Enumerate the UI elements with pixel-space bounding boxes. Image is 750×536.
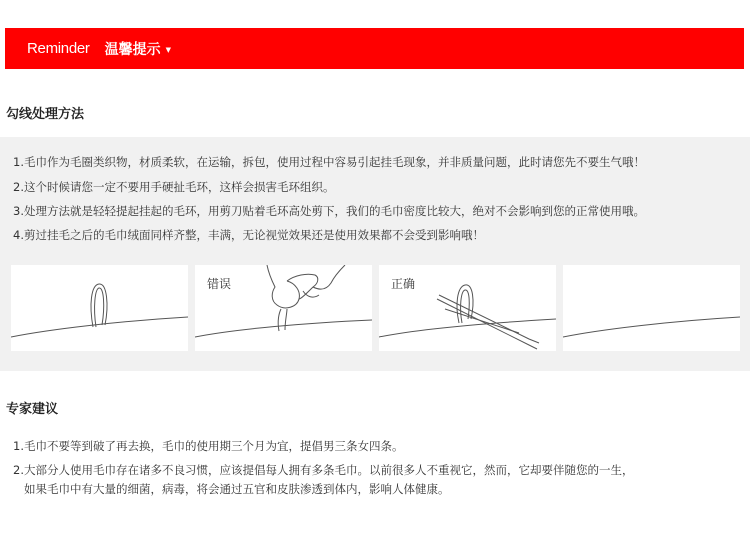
instruction-line: 3.处理方法就是轻轻提起挂起的毛环，用剪刀贴着毛环高处剪下，我们的毛巾密度比较大，绝对不会影响到您的正常使用哦。 — [13, 204, 645, 218]
pulled-loop-illustration — [11, 265, 188, 351]
advice-line: 2.大部分人使用毛巾存在诸多不良习惯，应该提倡每人拥有多条毛巾。以前很多人不重视它，然而，它却要伴随您的一生， — [13, 463, 634, 477]
banner-chinese-title: 温馨提示 — [104, 41, 161, 58]
illustration-loop-panel — [11, 265, 188, 351]
caret-down-icon: ▼ — [165, 46, 172, 54]
smooth-fabric-illustration — [563, 265, 740, 351]
instruction-line: 4.剪过挂毛之后的毛巾绒面同样齐整，丰满，无论视觉效果还是使用效果都不会受到影响哦！ — [13, 228, 484, 242]
panel-label-correct: 正确 — [391, 277, 416, 291]
illustration-result-panel — [563, 265, 740, 351]
reminder-banner — [5, 28, 744, 69]
illustration-correct-panel — [379, 265, 556, 351]
section-title-loop-handling: 勾线处理方法 — [6, 107, 85, 122]
panel-label-wrong: 错误 — [207, 277, 232, 291]
advice-line: 1.毛巾不要等到破了再去换，毛巾的使用期三个月为宜，提倡男三条女四条。 — [13, 439, 404, 453]
advice-line: 如果毛巾中有大量的细菌，病毒，将会通过五官和皮肤渗透到体内，影响人体健康。 — [24, 482, 450, 496]
banner-english-title: Reminder — [27, 40, 90, 57]
section-title-expert-advice: 专家建议 — [6, 402, 59, 417]
instruction-line: 1.毛巾作为毛圈类织物，材质柔软，在运输，拆包，使用过程中容易引起挂毛现象，并非质量问题，此时请您先不要生气哦！ — [13, 155, 645, 169]
instruction-line: 2.这个时候请您一定不要用手硬扯毛环，这样会损害毛环组织。 — [13, 180, 335, 194]
illustration-wrong-panel — [195, 265, 372, 351]
